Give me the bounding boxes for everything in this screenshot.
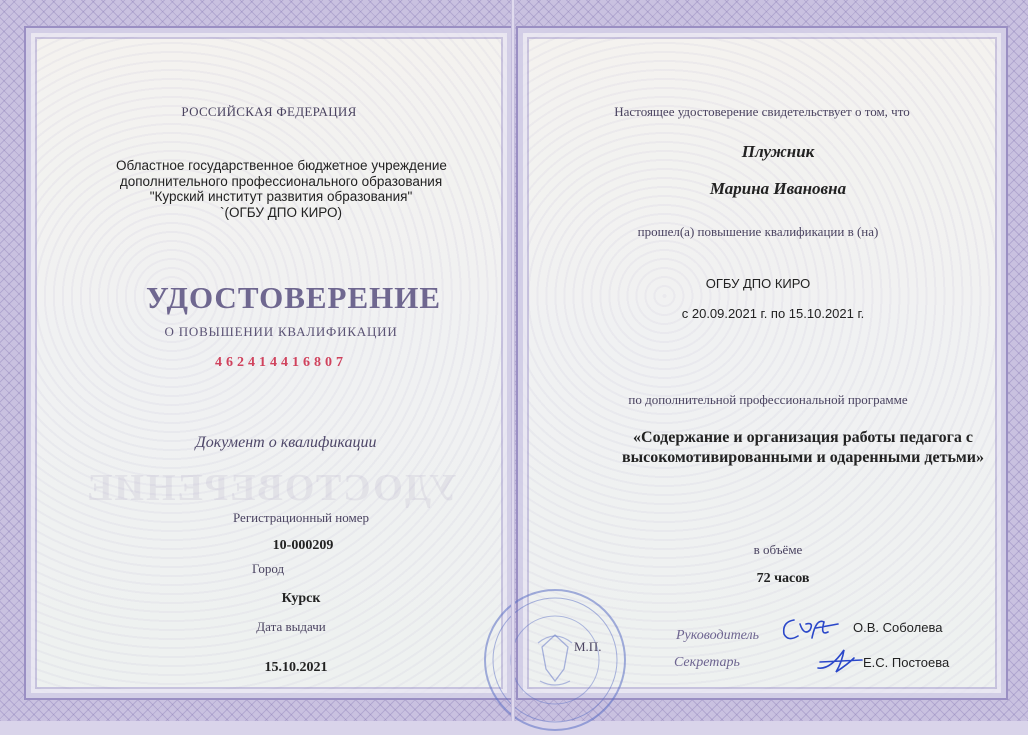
registration-label: Регистрационный номер xyxy=(233,510,369,525)
registration-number: 10-000209 xyxy=(272,538,334,553)
country-heading: РОССИЙСКАЯ ФЕДЕРАЦИЯ xyxy=(181,104,357,119)
document-subtitle: О ПОВЫШЕНИИ КВАЛИФИКАЦИИ xyxy=(164,324,398,339)
page-fold xyxy=(511,0,515,721)
program-label: по дополнительной профессиональной программе xyxy=(628,392,908,407)
passed-text: прошел(а) повышение квалификации в (на) xyxy=(637,224,879,239)
organization-line: `(ОГБУ ДПО КИРО) xyxy=(219,204,343,220)
city-label: Город xyxy=(252,561,285,576)
watermark-decoration: УДОСТОВЕРЕНИЕ xyxy=(85,467,457,509)
issuing-organization xyxy=(116,158,446,220)
official-stamp-icon xyxy=(480,585,630,735)
program-title: «Содержание и организация работы педагога с высокомотивированными и одаренными детьми» xyxy=(621,429,985,466)
right-page xyxy=(516,26,1008,700)
organization-line: "Курский институт развития образования" xyxy=(149,189,413,204)
head-signature-icon xyxy=(780,612,842,648)
training-organization: ОГБУ ДПО КИРО xyxy=(705,276,811,291)
secretary-signature-icon xyxy=(814,646,866,674)
intro-text: Настоящее удостоверение свидетельствует о том, что xyxy=(614,104,910,119)
city-value: Курск xyxy=(281,591,321,606)
left-page xyxy=(24,26,514,700)
issue-date-label: Дата выдачи xyxy=(256,619,326,634)
secretary-name: Е.С. Постоева xyxy=(863,655,950,670)
secretary-label: Секретарь xyxy=(674,655,740,670)
issue-date: 15.10.2021 xyxy=(264,660,328,675)
head-label: Руководитель xyxy=(676,628,760,643)
form-number: 462414416807 xyxy=(215,355,347,370)
document-title: УДОСТОВЕРЕНИЕ xyxy=(146,280,442,315)
training-period: с 20.09.2021 г. по 15.10.2021 г. xyxy=(681,306,865,321)
organization-line: дополнительного профессионального образования xyxy=(119,173,443,189)
volume-value: 72 часов xyxy=(756,571,810,586)
volume-label: в объёме xyxy=(753,542,803,557)
stamp-place: М.П. xyxy=(574,639,602,654)
holder-given-names: Марина Ивановна xyxy=(709,179,847,198)
document-type: Документ о квалификации xyxy=(195,434,377,451)
holder-surname: Плужник xyxy=(741,142,815,161)
head-name: О.В. Соболева xyxy=(853,620,943,635)
organization-line: Областное государственное бюджетное учреждение xyxy=(116,158,447,173)
